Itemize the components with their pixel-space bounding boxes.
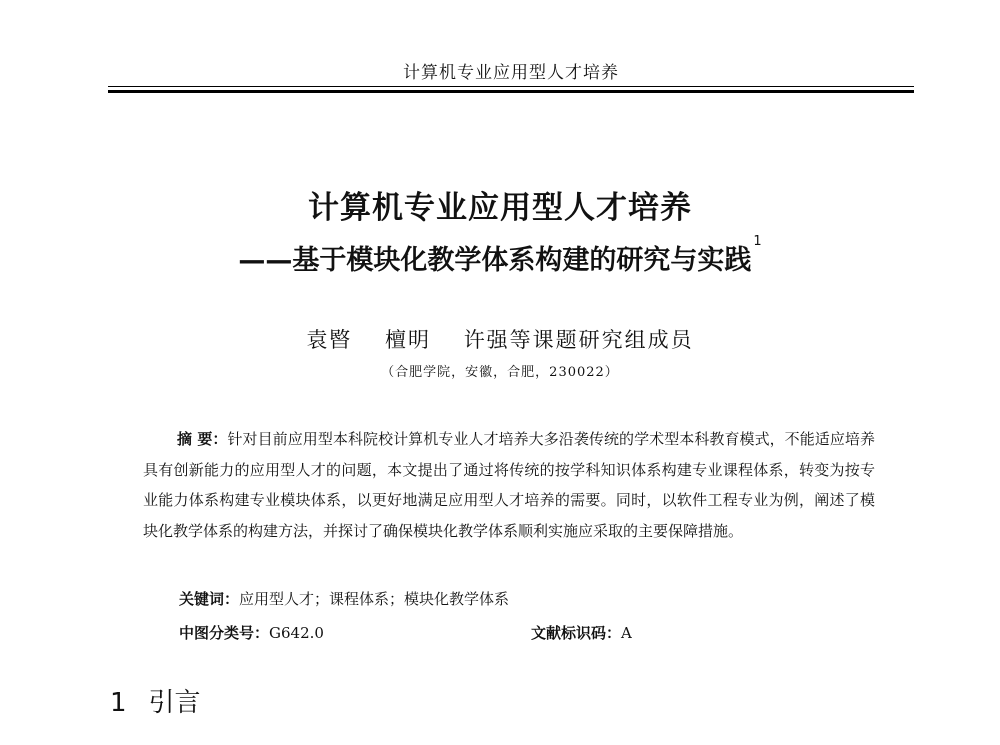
document-code [531,622,632,643]
keywords [179,588,509,609]
keywords-text: 应用型人才；课程体系；模块化教学体系 [239,590,510,608]
keywords-label: 关键词： [179,590,240,608]
abstract-label: 摘 要： [177,430,228,448]
author-list [0,324,1000,354]
section-heading [110,682,201,719]
abstract [143,424,875,546]
section-title: 引言 [148,688,201,718]
running-head: 计算机专业应用型人才培养 [403,63,619,83]
abstract-text: 针对目前应用型本科院校计算机专业人才培养大多沿袭传统的学术型本科教育模式，不能适应培养具有创新能力的应用型人才的问题，本文提出了通过将传统的按学科知识体系构建专业课程体系，转变为按专业能力体系构建专业模块体系，以更好地满足应用型人才培养的需要。同时，以软件工程专业为例，阐述了模块化教学体系的构建方法，并探讨了确保模块化教学体系顺利实施应采取的主要保障措施。 [143,430,875,540]
doc-code-label: 文献标识码： [531,624,622,642]
header-rule-thin [108,86,914,87]
paper-title: 计算机专业应用型人才培养 [308,190,692,226]
clc-number [179,622,324,643]
author-name: 许强等课题研究组成员 [463,328,694,352]
clc-label: 中图分类号： [179,624,270,642]
clc-value: G642.0 [269,624,324,642]
subtitle-text: ——基于模块化教学体系构建的研究与实践 [238,245,752,276]
footnote-marker: 1 [753,234,762,249]
paper-subtitle [0,234,1000,277]
section-number: 1 [110,688,127,718]
affiliation: （合肥学院，安徽，合肥，230022） [381,365,619,380]
author-name: 袁暋 [306,328,353,352]
author-name: 檀明 [385,328,431,352]
header-rule-thick [108,90,914,93]
doc-code-value: A [621,624,632,642]
